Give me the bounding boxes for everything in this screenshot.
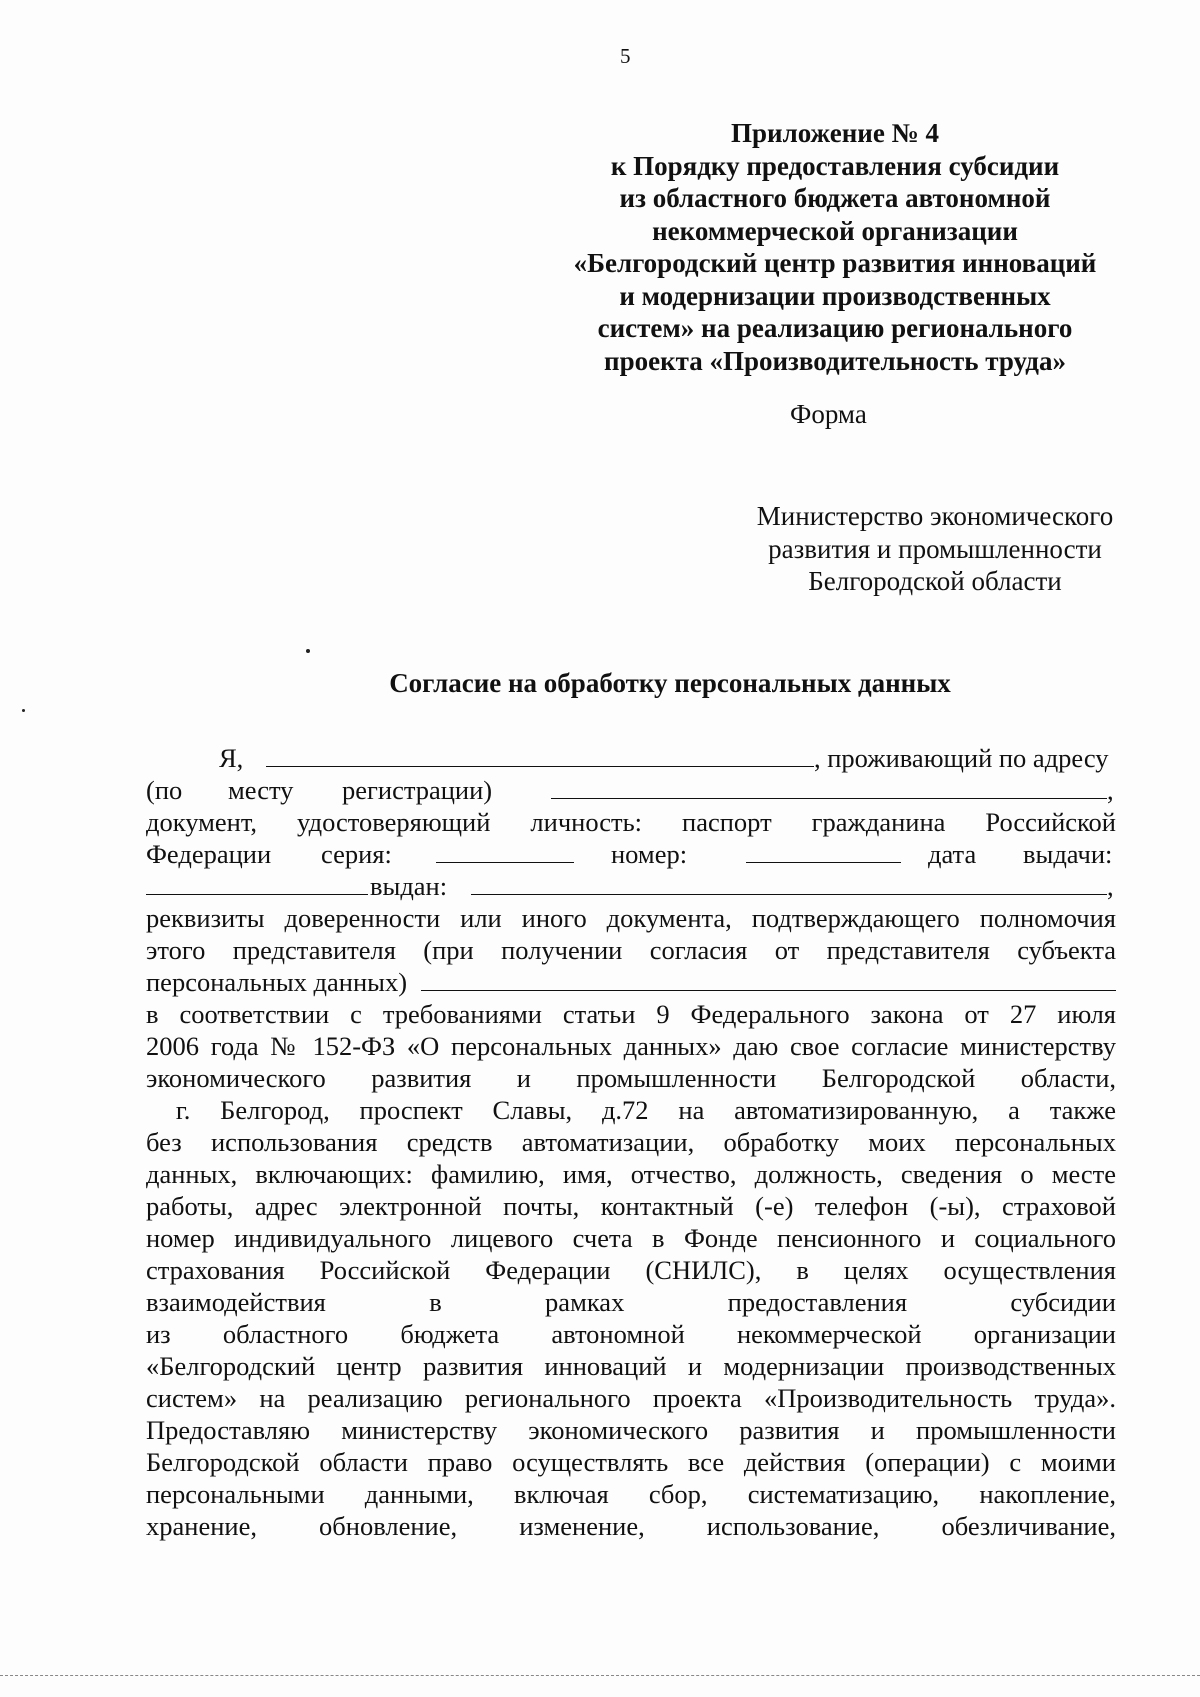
representative-line-2: этого представителя (при получении согласия от представителя субъекта xyxy=(146,935,1116,965)
body-line: 2006 года № 152-ФЗ «О персональных данных» даю свое согласие министерству xyxy=(146,1031,1116,1061)
addressee-line: Министерство экономического xyxy=(756,501,1114,531)
representative-line-3 xyxy=(146,966,1116,998)
comma: , xyxy=(1107,775,1114,805)
body-line: «Белгородский центр развития инноваций и модернизации производственных xyxy=(146,1351,1116,1381)
appendix-line: проекта «Производительность труда» xyxy=(604,345,1066,376)
representative-document-field[interactable] xyxy=(421,966,1116,991)
body-line: персональными данными, включая сбор, систематизацию, накопление, xyxy=(146,1479,1116,1509)
body-line: номер индивидуального лицевого счета в Фонде пенсионного и социального xyxy=(146,1223,1116,1253)
number-label: номер: xyxy=(611,839,688,869)
body-line: систем» на реализацию регионального проекта «Производительность труда». xyxy=(146,1383,1116,1413)
reg-label-2: месту xyxy=(228,775,294,805)
body-line: страхования Российской Федерации (СНИЛС), в целях осуществления xyxy=(146,1255,1116,1285)
id-document-line: документ, удостоверяющий личность: паспорт гражданина Российской xyxy=(146,807,1116,837)
address-line xyxy=(146,774,1116,806)
body-line: г. Белгород, проспект Славы, д.72 на автоматизированную, а также xyxy=(146,1095,1116,1125)
document-title: Согласие на обработку персональных данных xyxy=(389,668,951,698)
name-line xyxy=(146,742,1116,774)
addressee-line: развития и промышленности xyxy=(768,533,1102,564)
body-line: в соответствии с требованиями статьи 9 Федерального закона от 27 июля xyxy=(146,999,1116,1029)
appendix-line: «Белгородский центр развития инноваций xyxy=(573,248,1097,278)
body-line: без использования средств автоматизации, обработку моих персональных xyxy=(146,1127,1116,1157)
page-number: 5 xyxy=(620,44,631,68)
appendix-line: Приложение № 4 xyxy=(731,118,939,148)
passport-number-field[interactable] xyxy=(746,838,901,863)
body-line: работы, адрес электронной почты, контактный (-е) телефон (-ы), страховой xyxy=(146,1191,1116,1221)
appendix-line: к Порядку предоставления субсидии xyxy=(610,150,1060,181)
form-label: Форма xyxy=(790,399,867,429)
issue-date-label-2: выдачи: xyxy=(1023,839,1113,869)
body-line: из областного бюджета автономной некоммерческой организации xyxy=(146,1319,1116,1349)
issue-date-label: дата xyxy=(928,839,977,869)
issue-date-field[interactable] xyxy=(146,870,368,895)
appendix-line: некоммерческой организации xyxy=(652,215,1018,246)
series-label: серия: xyxy=(321,839,392,869)
full-name-field[interactable] xyxy=(266,742,814,767)
representative-label: персональных данных) xyxy=(146,967,408,997)
appendix-line: систем» на реализацию регионального xyxy=(597,313,1073,343)
body-line: взаимодействия в рамках предоставления субсидии xyxy=(146,1287,1116,1317)
scan-speck xyxy=(22,709,25,712)
registration-address-field[interactable] xyxy=(551,774,1107,799)
body-line: Белгородской области право осуществлять все действия (операции) с моими xyxy=(146,1447,1116,1477)
addressee-line: Белгородской области xyxy=(808,566,1062,596)
representative-line-1: реквизиты доверенности или иного документа, подтверждающего полномочия xyxy=(146,903,1116,933)
addressee-block xyxy=(705,500,1165,598)
passport-series-field[interactable] xyxy=(436,838,574,863)
consent-body xyxy=(146,742,1116,1542)
reg-label-1: (по xyxy=(146,775,183,805)
reg-label-3: регистрации) xyxy=(342,775,493,805)
i-label: Я, xyxy=(219,743,244,773)
appendix-header xyxy=(555,117,1115,377)
passport-line xyxy=(146,838,1116,870)
federation-label: Федерации xyxy=(146,839,272,869)
scan-speck xyxy=(306,649,310,653)
residing-label: , проживающий по адресу xyxy=(814,743,1109,773)
scan-edge-line xyxy=(0,1675,1200,1676)
issued-by-field[interactable] xyxy=(471,870,1107,895)
issued-by-label: выдан: xyxy=(370,871,448,901)
appendix-line: и модернизации производственных xyxy=(619,280,1051,311)
comma: , xyxy=(1107,871,1114,901)
body-line: хранение, обновление, изменение, использование, обезличивание, xyxy=(146,1511,1116,1541)
body-line: Предоставляю министерству экономического развития и промышленности xyxy=(146,1415,1116,1445)
issued-by-line xyxy=(146,870,1116,902)
appendix-line: из областного бюджета автономной xyxy=(619,183,1051,213)
body-line: данных, включающих: фамилию, имя, отчество, должность, сведения о месте xyxy=(146,1159,1116,1189)
body-line: экономического развития и промышленности Белгородской области, xyxy=(146,1063,1116,1093)
